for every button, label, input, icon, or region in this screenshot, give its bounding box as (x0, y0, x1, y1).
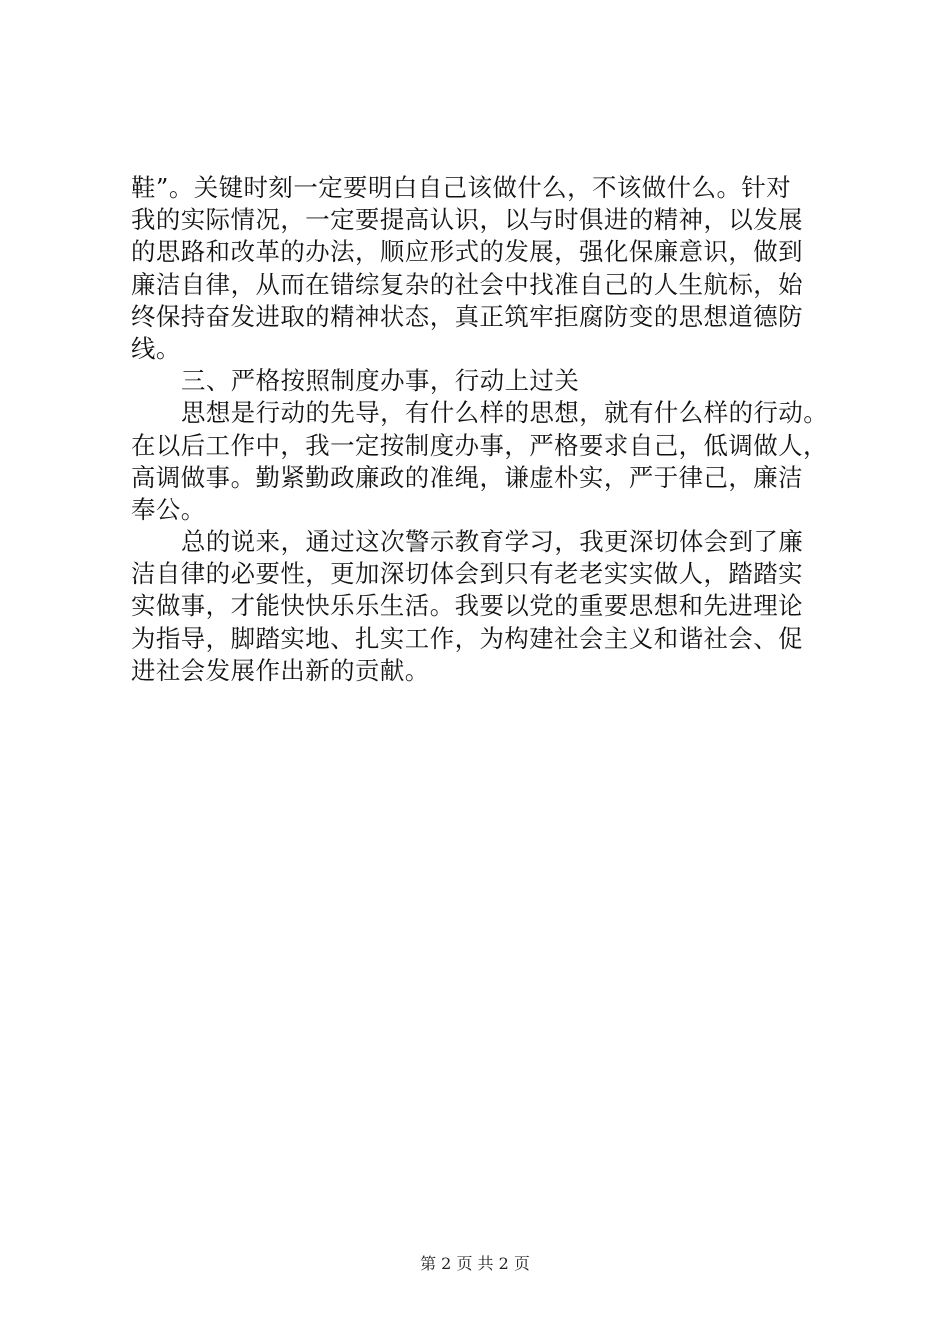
body-line-5: 终保持奋发进取的精神状态，真正筑牢拒腐防变的思想道德防 (131, 301, 804, 331)
section-heading: 三、严格按照制度办事，行动上过关 (181, 366, 580, 396)
body-line-12: 总的说来，通过这次警示教育学习，我更深切体会到了廉 (181, 527, 804, 557)
body-line-9: 在以后工作中，我一定按制度办事，严格要求自己，低调做人， (131, 430, 828, 460)
body-line-13: 洁自律的必要性，更加深切体会到只有老老实实做人，踏踏实 (131, 559, 804, 589)
body-line-11: 奉公。 (131, 494, 206, 524)
page-number-footer: 第 2 页 共 2 页 (420, 1254, 530, 1273)
body-line-4: 廉洁自律，从而在错综复杂的社会中找准自己的人生航标，始 (131, 269, 804, 299)
body-line-15: 为指导，脚踏实地、扎实工作，为构建社会主义和谐社会、促 (131, 623, 804, 653)
body-line-1: 鞋”。关键时刻一定要明白自己该做什么，不该做什么。针对 (131, 173, 792, 202)
body-line-8: 思想是行动的先导，有什么样的思想，就有什么样的行动。 (181, 398, 829, 428)
body-line-16: 进社会发展作出新的贡献。 (131, 655, 430, 685)
body-line-14: 实做事，才能快快乐乐生活。我要以党的重要思想和先进理论 (131, 591, 804, 621)
body-line-2: 我的实际情况，一定要提高认识，以与时俱进的精神，以发展 (131, 205, 804, 235)
document-body (131, 172, 831, 687)
body-line-10: 高调做事。勤紧勤政廉政的准绳，谦虚朴实，严于律己，廉洁 (131, 462, 804, 492)
body-line-6: 线。 (131, 333, 181, 363)
body-line-3: 的思路和改革的办法，顺应形式的发展，强化保廉意识，做到 (131, 237, 804, 267)
